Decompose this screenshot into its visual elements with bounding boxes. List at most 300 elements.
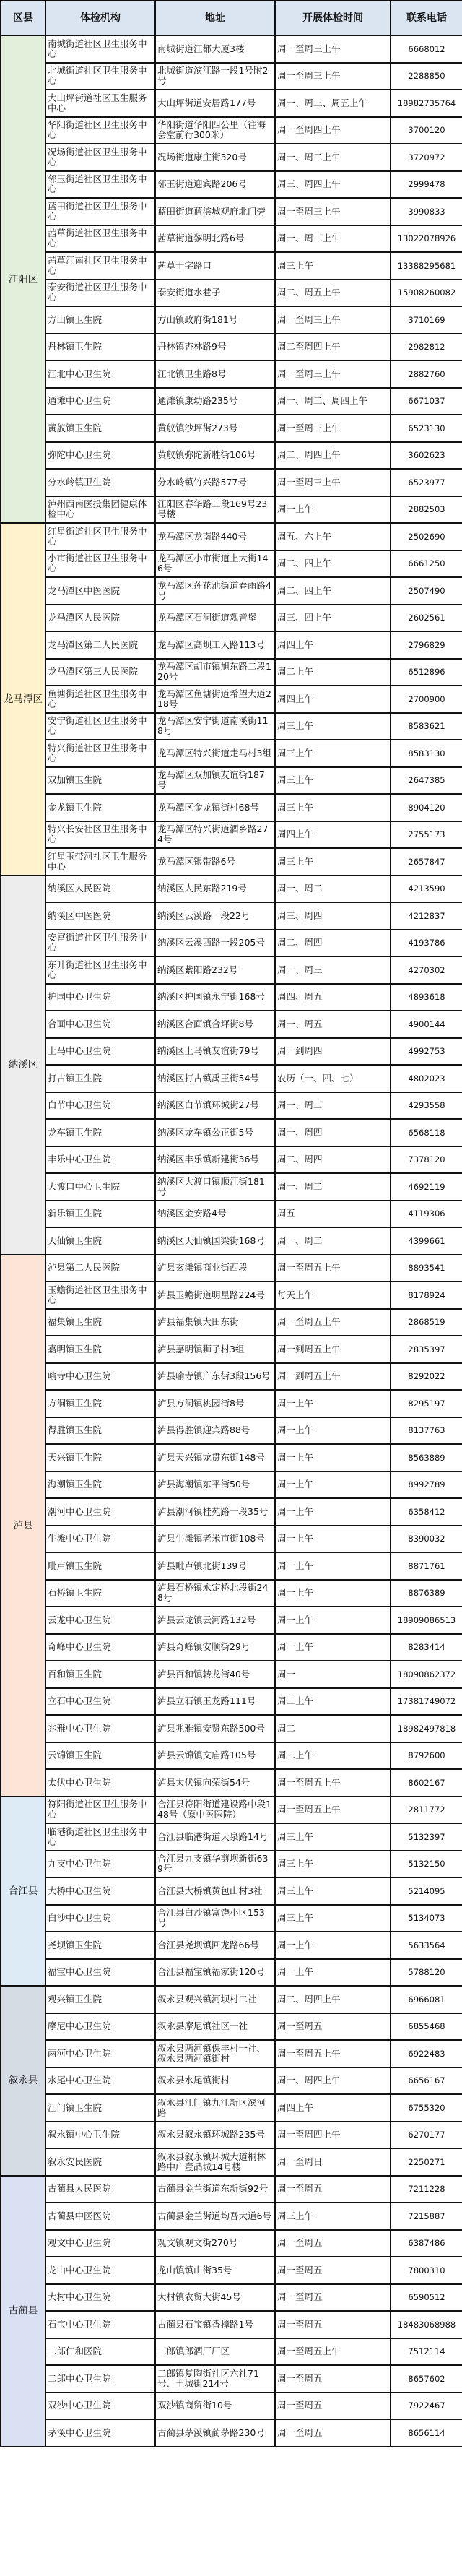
institution-address: 龙马潭区石洞街道观音堡 — [155, 605, 275, 632]
institution-name: 古蔺县中医医院 — [45, 2203, 155, 2230]
institution-name: 纳溪区人民医院 — [45, 876, 155, 903]
table-row — [1, 930, 462, 957]
institution-address: 古蔺县金兰街道均吾大道6号 — [155, 2203, 275, 2230]
table-row — [1, 306, 462, 334]
institution-name: 红星街道社区卫生服务中心 — [45, 523, 155, 550]
checkup-time: 周一到周四 — [275, 1038, 391, 1066]
checkup-time: 周三上午 — [275, 794, 391, 821]
table-row — [1, 1932, 462, 1959]
table-row — [1, 1634, 462, 1661]
institution-name: 上马中心卫生院 — [45, 1038, 155, 1066]
contact-phone: 2288850 — [391, 63, 462, 90]
checkup-time: 周二、周四上午 — [275, 1986, 391, 2013]
contact-phone: 3602623 — [391, 442, 462, 470]
checkup-time: 周一至周五 — [275, 2393, 391, 2420]
table-row — [1, 577, 462, 605]
contact-phone: 6512896 — [391, 659, 462, 686]
institution-address: 叙永县叙永镇环城大道桐林路中广壹品城14号楼 — [155, 2148, 275, 2176]
table-row — [1, 1688, 462, 1716]
institution-address: 北城街道滨江路一段1号附2号 — [155, 63, 275, 90]
institution-address: 龙马潭区特兴街道酒乡路274号 — [155, 821, 275, 849]
contact-phone: 8602167 — [391, 1769, 462, 1797]
table-row — [1, 1607, 462, 1634]
checkup-time: 周三上午 — [275, 2203, 391, 2230]
contact-phone: 13388295681 — [391, 252, 462, 280]
institution-name: 临港街道社区卫生服务中心 — [45, 1823, 155, 1851]
checkup-time: 周四上午 — [275, 631, 391, 659]
contact-phone: 2507490 — [391, 577, 462, 605]
checkup-time: 周一至周三上午 — [275, 469, 391, 496]
institution-address: 叙永县水尾镇街村 — [155, 2067, 275, 2095]
institution-address: 泸县百和镇转龙街40号 — [155, 1661, 275, 1688]
table-row — [1, 902, 462, 930]
table-row — [1, 1444, 462, 1471]
table-row — [1, 794, 462, 821]
checkup-time: 周一上午 — [275, 1607, 391, 1634]
checkup-time: 周五、六上午 — [275, 523, 391, 550]
institution-name: 东升街道社区卫生服务中心 — [45, 956, 155, 984]
checkup-time: 周三上午 — [275, 1823, 391, 1851]
contact-phone: 18090862372 — [391, 1661, 462, 1688]
institution-address: 泸县牛滩镇老米市街108号 — [155, 1526, 275, 1553]
checkup-time: 周三上午 — [275, 740, 391, 767]
institution-address: 分水岭镇竹兴路577号 — [155, 469, 275, 496]
contact-phone: 8657602 — [391, 2365, 462, 2393]
institution-name: 黄舣镇卫生院 — [45, 415, 155, 442]
contact-phone: 5134073 — [391, 1905, 462, 1932]
institution-name: 小市街道社区卫生服务中心 — [45, 550, 155, 578]
institution-address: 双沙镇商贸街10号 — [155, 2393, 275, 2420]
institution-address: 叙永县江门镇九江新区滨河路 — [155, 2094, 275, 2122]
institution-address: 华阳街道华阳四公里（往海会堂前行300米） — [155, 117, 275, 144]
contact-phone: 2502690 — [391, 523, 462, 550]
contact-phone: 6755320 — [391, 2094, 462, 2122]
institution-name: 潮河中心卫生院 — [45, 1498, 155, 1526]
institution-name: 通滩中心卫生院 — [45, 388, 155, 415]
institution-address: 二郎镇复陶街社区六社71号、土城街214号 — [155, 2365, 275, 2393]
table-row — [1, 1851, 462, 1878]
table-row — [1, 2257, 462, 2284]
checkup-time: 周一到周五上午 — [275, 1363, 391, 1391]
contact-phone: 2250271 — [391, 2148, 462, 2176]
institution-name: 丹林镇卫生院 — [45, 334, 155, 361]
table-row — [1, 1119, 462, 1146]
contact-phone: 18483068988 — [391, 2311, 462, 2338]
table-row — [1, 1797, 462, 1824]
table-row — [1, 1255, 462, 1282]
institution-name: 丰乐中心卫生院 — [45, 1146, 155, 1174]
institution-address: 泸县方洞镇桃园街8号 — [155, 1390, 275, 1417]
table-row — [1, 225, 462, 253]
contact-phone: 3720972 — [391, 144, 462, 171]
contact-phone: 8283414 — [391, 1634, 462, 1661]
checkup-time: 周三上午 — [275, 713, 391, 740]
table-row — [1, 1281, 462, 1309]
institution-address: 大村镇农贸大街45号 — [155, 2284, 275, 2312]
checkup-time: 周一、周二上午 — [275, 225, 391, 253]
institution-name: 摩尼中心卫生院 — [45, 2013, 155, 2041]
checkup-time: 周二上午 — [275, 659, 391, 686]
checkup-time: 周一至周五上午 — [275, 1309, 391, 1336]
checkup-time: 周一 — [275, 1661, 391, 1688]
checkup-time: 周一上午 — [275, 1390, 391, 1417]
institution-address: 叙永县叙永镇环城路235号 — [155, 2122, 275, 2149]
table-row — [1, 496, 462, 524]
contact-phone: 6966081 — [391, 1986, 462, 2013]
institution-name: 牛滩中心卫生院 — [45, 1526, 155, 1553]
checkup-time: 周一至周五 — [275, 2419, 391, 2447]
table-row — [1, 1173, 462, 1201]
institution-name: 方洞镇卫生院 — [45, 1390, 155, 1417]
checkup-time: 周三上午 — [275, 767, 391, 795]
checkup-time: 周一至周五上午 — [275, 1797, 391, 1824]
table-row — [1, 1742, 462, 1770]
contact-phone: 4270302 — [391, 956, 462, 984]
institution-name: 水尾中心卫生院 — [45, 2067, 155, 2095]
contact-phone: 2700900 — [391, 686, 462, 713]
header-phone: 联系电话 — [391, 1, 462, 35]
table-row — [1, 1092, 462, 1120]
institution-name: 海潮镇卫生院 — [45, 1471, 155, 1499]
institution-name: 大渡口中心卫生院 — [45, 1173, 155, 1201]
table-row — [1, 740, 462, 767]
institution-address: 叙永县摩尼镇社区一社 — [155, 2013, 275, 2041]
contact-phone: 6387486 — [391, 2230, 462, 2257]
table-row — [1, 415, 462, 442]
institution-name: 大村中心卫生院 — [45, 2284, 155, 2312]
institution-name: 龙马潭区第二人民医院 — [45, 631, 155, 659]
table-row — [1, 1715, 462, 1742]
contact-phone: 4213590 — [391, 876, 462, 903]
institution-name: 安富街道社区卫生服务中心 — [45, 930, 155, 957]
institution-address: 泸县太伏镇向荣街54号 — [155, 1769, 275, 1797]
header-time: 开展体检时间 — [275, 1, 391, 35]
institution-address: 丹林镇杏林路9号 — [155, 334, 275, 361]
checkup-time: 周一上午 — [275, 1444, 391, 1471]
contact-phone: 8292022 — [391, 1363, 462, 1391]
contact-phone: 8178924 — [391, 1281, 462, 1309]
table-row — [1, 1552, 462, 1580]
institution-address: 黄舣镇弥陀新胜街106号 — [155, 442, 275, 470]
checkup-time: 周三上午 — [275, 1905, 391, 1932]
table-row — [1, 713, 462, 740]
institution-name: 特兴街道社区卫生服务中心 — [45, 740, 155, 767]
contact-phone: 2647385 — [391, 767, 462, 795]
checkup-time: 周二、周四上午 — [275, 442, 391, 470]
checkup-time: 周一至周三上午 — [275, 35, 391, 63]
institution-name: 鱼塘街道社区卫生服务中心 — [45, 686, 155, 713]
table-row — [1, 523, 462, 550]
table-row — [1, 90, 462, 117]
contact-phone: 2835397 — [391, 1336, 462, 1363]
institution-name: 红星玉带河社区卫生服务中心 — [45, 848, 155, 876]
institution-address: 泸县喻寺镇广东街3段156号 — [155, 1363, 275, 1391]
institution-address: 泸县得胜镇迎宾路88号 — [155, 1417, 275, 1445]
checkup-time: 周一上午 — [275, 1634, 391, 1661]
institution-name: 白节中心卫生院 — [45, 1092, 155, 1120]
checkup-time: 周一、周二 — [275, 1173, 391, 1201]
table-row — [1, 1363, 462, 1391]
institution-name: 新乐镇卫生院 — [45, 1201, 155, 1228]
district-cell: 合江县 — [1, 1797, 45, 1987]
institution-name: 兆雅中心卫生院 — [45, 1715, 155, 1742]
table-row — [1, 2013, 462, 2041]
contact-phone: 5132397 — [391, 1823, 462, 1851]
checkup-time: 周一至周五 — [275, 2257, 391, 2284]
checkup-time: 周一至周五上午 — [275, 2040, 391, 2067]
checkup-time: 周一至周五 — [275, 2176, 391, 2203]
contact-phone: 2999478 — [391, 171, 462, 199]
table-row — [1, 334, 462, 361]
contact-phone: 6668012 — [391, 35, 462, 63]
checkup-time: 周三上午 — [275, 1877, 391, 1905]
institution-address: 江北镇卫生路8号 — [155, 360, 275, 388]
institution-address: 龙马潭区特兴街道走马村3组 — [155, 740, 275, 767]
header-district: 区县 — [1, 1, 45, 35]
district-cell: 纳溪区 — [1, 876, 45, 1255]
checkup-time: 周二、周四 — [275, 1146, 391, 1174]
checkup-time: 周一至周四上午 — [275, 2122, 391, 2149]
table-row — [1, 360, 462, 388]
contact-phone: 8137763 — [391, 1417, 462, 1445]
checkup-time: 周一上午 — [275, 1471, 391, 1499]
checkup-time: 周二至周四上午 — [275, 334, 391, 361]
contact-phone: 4293558 — [391, 1092, 462, 1120]
institution-name: 护国中心卫生院 — [45, 984, 155, 1011]
table-row — [1, 605, 462, 632]
contact-phone: 6671037 — [391, 388, 462, 415]
contact-phone: 7215887 — [391, 2203, 462, 2230]
table-body — [1, 35, 462, 2447]
institution-address: 江阳区春华路二段169号23号楼 — [155, 496, 275, 524]
table-row — [1, 2365, 462, 2393]
contact-phone: 4692119 — [391, 1173, 462, 1201]
table-row — [1, 388, 462, 415]
institution-name: 百和镇卫生院 — [45, 1661, 155, 1688]
institution-name: 福宝中心卫生院 — [45, 1959, 155, 1987]
institution-address: 邻玉街道迎宾路206号 — [155, 171, 275, 199]
checkup-time: 周三、周四上午 — [275, 171, 391, 199]
institution-name: 立石中心卫生院 — [45, 1688, 155, 1716]
contact-phone: 2657847 — [391, 848, 462, 876]
institution-address: 纳溪区打古镇禹王街54号 — [155, 1065, 275, 1092]
table-row — [1, 2311, 462, 2338]
district-cell: 叙永县 — [1, 1986, 45, 2176]
institution-address: 黄舣镇沙坪街273号 — [155, 415, 275, 442]
table-row — [1, 550, 462, 578]
table-row — [1, 956, 462, 984]
institution-name: 石宝中心卫生院 — [45, 2311, 155, 2338]
institution-name: 天兴镇卫生院 — [45, 1444, 155, 1471]
contact-phone: 6590512 — [391, 2284, 462, 2312]
institution-name: 安宁街道社区卫生服务中心 — [45, 713, 155, 740]
institution-address: 龙马潭区安宁街道南溪街118号 — [155, 713, 275, 740]
institution-address: 茜草十字路口 — [155, 252, 275, 280]
institution-address: 合江县白沙镇富饶小区153号 — [155, 1905, 275, 1932]
table-row — [1, 848, 462, 876]
institution-name: 天仙镇卫生院 — [45, 1227, 155, 1255]
institution-address: 合江县尧坝镇回龙路66号 — [155, 1932, 275, 1959]
institution-address: 纳溪区紫阳路232号 — [155, 956, 275, 984]
contact-phone: 6270177 — [391, 2122, 462, 2149]
contact-phone: 3710169 — [391, 306, 462, 334]
contact-phone: 18982735764 — [391, 90, 462, 117]
institution-address: 泸县嘉明镇狮子村3组 — [155, 1336, 275, 1363]
institution-name: 观文中心卫生院 — [45, 2230, 155, 2257]
contact-phone: 4212837 — [391, 902, 462, 930]
checkup-time: 周一至周三上午 — [275, 306, 391, 334]
checkup-time: 周一至周五 — [275, 2365, 391, 2393]
institution-name: 符阳街道社区卫生服务中心 — [45, 1797, 155, 1824]
institution-name: 方山镇卫生院 — [45, 306, 155, 334]
institution-address: 二郎镇郎酒厂厂区 — [155, 2338, 275, 2366]
institution-address: 泸县云锦镇文庙路105号 — [155, 1742, 275, 1770]
table-row — [1, 1390, 462, 1417]
institution-name: 叙永安民医院 — [45, 2148, 155, 2176]
checkup-time: 周一至周五 — [275, 2284, 391, 2312]
table-row — [1, 2393, 462, 2420]
institution-address: 合江县九支镇华剪坝新街639号 — [155, 1851, 275, 1878]
table-row — [1, 1417, 462, 1445]
institution-address: 古蔺县石宝镇香樟路1号 — [155, 2311, 275, 2338]
table-row — [1, 1336, 462, 1363]
institution-address: 观文镇观文街270号 — [155, 2230, 275, 2257]
header-address: 地址 — [155, 1, 275, 35]
contact-phone: 5633564 — [391, 1932, 462, 1959]
institution-address: 古蔺县茅溪镇蔺茅路230号 — [155, 2419, 275, 2447]
table-row — [1, 1580, 462, 1607]
institution-name: 茜草江南社区卫生服务中心 — [45, 252, 155, 280]
table-row — [1, 469, 462, 496]
checkup-time: 农历（一、四、七） — [275, 1065, 391, 1092]
institution-address: 蓝田街道蓝滨城观府北门旁 — [155, 198, 275, 225]
institution-name: 茅溪中心卫生院 — [45, 2419, 155, 2447]
institution-name: 观兴镇卫生院 — [45, 1986, 155, 2013]
checkup-time: 周一至周五 — [275, 2230, 391, 2257]
institution-name: 二郎仁和医院 — [45, 2338, 155, 2366]
institution-name: 双沙中心卫生院 — [45, 2393, 155, 2420]
checkup-time: 周一、周二 — [275, 876, 391, 903]
contact-phone: 17381749072 — [391, 1688, 462, 1716]
checkup-time: 周一至周五上午 — [275, 1769, 391, 1797]
institution-name: 双加镇卫生院 — [45, 767, 155, 795]
institution-address: 泸县玄滩镇商业街西段 — [155, 1255, 275, 1282]
checkup-time: 周一到周五上午 — [275, 1336, 391, 1363]
institution-name: 华阳街道社区卫生服务中心 — [45, 117, 155, 144]
institution-name: 大桥中心卫生院 — [45, 1877, 155, 1905]
institution-address: 龙马潭区龙南路440号 — [155, 523, 275, 550]
institution-address: 泸县奇峰镇安顺街29号 — [155, 1634, 275, 1661]
checkup-time: 周一、周二上午 — [275, 144, 391, 171]
contact-phone: 4992753 — [391, 1038, 462, 1066]
institution-address: 合江县符阳街道建设路中段148号（原中医医院） — [155, 1797, 275, 1824]
table-row — [1, 984, 462, 1011]
checkup-time: 周一上午 — [275, 1932, 391, 1959]
institution-name: 古蔺县人民医院 — [45, 2176, 155, 2203]
institution-name: 喻寺中心卫生院 — [45, 1363, 155, 1391]
contact-phone: 15908260082 — [391, 280, 462, 307]
contact-phone: 2755173 — [391, 821, 462, 849]
checkup-time: 周一上午 — [275, 496, 391, 524]
table-row — [1, 1526, 462, 1553]
institution-address: 龙马潭区高坝工人路113号 — [155, 631, 275, 659]
institution-address: 合江县大桥镇黄包山村3社 — [155, 1877, 275, 1905]
institution-address: 龙马潭区小市街道上大街146号 — [155, 550, 275, 578]
institution-name: 蓝田街道社区卫生服务中心 — [45, 198, 155, 225]
institution-name: 茜草街道社区卫生服务中心 — [45, 225, 155, 253]
institution-address: 泸县兆雅镇安贤东路500号 — [155, 1715, 275, 1742]
checkup-time: 周一、周五 — [275, 1011, 391, 1038]
institution-address: 泸县天兴镇龙贯东街148号 — [155, 1444, 275, 1471]
contact-phone: 4193786 — [391, 930, 462, 957]
institution-address: 南城街道江都大厦3楼 — [155, 35, 275, 63]
checkup-time: 周四上午 — [275, 686, 391, 713]
institution-address: 泸县玉蟾街道明星路224号 — [155, 1281, 275, 1309]
institution-name: 江北中心卫生院 — [45, 360, 155, 388]
institution-address: 纳溪区云溪路一段22号 — [155, 902, 275, 930]
contact-phone: 8871761 — [391, 1552, 462, 1580]
contact-phone: 8792600 — [391, 1742, 462, 1770]
contact-phone: 4900144 — [391, 1011, 462, 1038]
table-row — [1, 2338, 462, 2366]
checkup-time: 周一、周三、周五上午 — [275, 90, 391, 117]
checkup-time: 周四、周五 — [275, 984, 391, 1011]
table-row — [1, 280, 462, 307]
contact-phone: 8656114 — [391, 2419, 462, 2447]
checkup-time: 周一至周五上午 — [275, 2338, 391, 2366]
checkup-time: 周三上午 — [275, 252, 391, 280]
checkup-time: 周三上午 — [275, 1851, 391, 1878]
table-row — [1, 2094, 462, 2122]
checkup-time: 周一、周二、周四上午 — [275, 388, 391, 415]
table-row — [1, 2040, 462, 2067]
institution-name: 太伏中心卫生院 — [45, 1769, 155, 1797]
institution-name: 毗卢镇卫生院 — [45, 1552, 155, 1580]
institution-name: 嘉明镇卫生院 — [45, 1336, 155, 1363]
contact-phone: 6922483 — [391, 2040, 462, 2067]
checkup-time: 周一至周三上午 — [275, 360, 391, 388]
institution-name: 泸县第二人民医院 — [45, 1255, 155, 1282]
institution-address: 叙永县观兴镇河坝村二社 — [155, 1986, 275, 2013]
institution-address: 泰安街道水巷子 — [155, 280, 275, 307]
contact-phone: 18909086513 — [391, 1607, 462, 1634]
institution-name: 大山坪街道社区卫生服务中心 — [45, 90, 155, 117]
institution-name: 邻玉街道社区卫生服务中心 — [45, 171, 155, 199]
checkup-time: 周一、周二 — [275, 1092, 391, 1120]
institution-name: 二郎中心卫生院 — [45, 2365, 155, 2393]
table-row — [1, 35, 462, 63]
institution-address: 泸县云龙镇云河路132号 — [155, 1607, 275, 1634]
table-row — [1, 1498, 462, 1526]
table-row — [1, 631, 462, 659]
institution-name: 福集镇卫生院 — [45, 1309, 155, 1336]
contact-phone: 8563889 — [391, 1444, 462, 1471]
institution-address: 纳溪区白节镇环城街27号 — [155, 1092, 275, 1120]
institution-name: 龙马潭区中医医院 — [45, 577, 155, 605]
contact-phone: 6523977 — [391, 469, 462, 496]
institution-name: 弥陀中心卫生院 — [45, 442, 155, 470]
checkup-time: 周三上午 — [275, 848, 391, 876]
table-row — [1, 1877, 462, 1905]
table-row — [1, 144, 462, 171]
contact-phone: 5214095 — [391, 1877, 462, 1905]
institution-name: 得胜镇卫生院 — [45, 1417, 155, 1445]
checkup-time: 周三、四上午 — [275, 605, 391, 632]
institution-address: 龙马潭区银带路6号 — [155, 848, 275, 876]
institution-name: 特兴长安社区卫生服务中心 — [45, 821, 155, 849]
contact-phone: 6568118 — [391, 1119, 462, 1146]
checkup-time: 周一上午 — [275, 1417, 391, 1445]
